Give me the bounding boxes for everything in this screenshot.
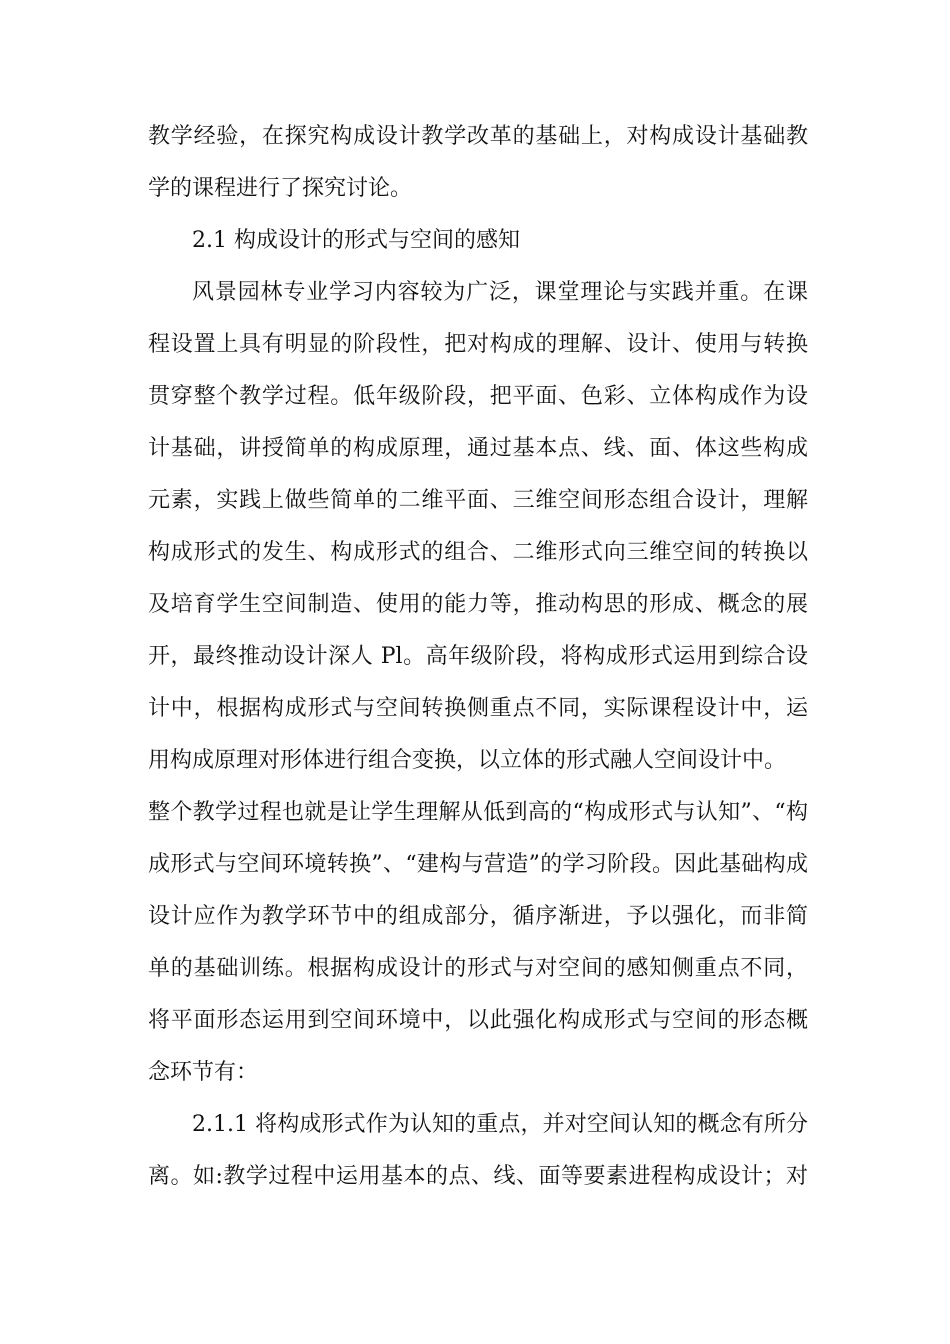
body-text-line: 用构成原理对形体进行组合变换，以立体的形式融人空间设计中。 bbox=[148, 748, 787, 773]
body-text-line: 成形式与空间环境转换”、“建构与营造”的学习阶段。因此基础构成 bbox=[148, 852, 808, 877]
body-text-line: 开，最终推动设计深人 Pl。高年级阶段，将构成形式运用到综合设 bbox=[148, 644, 808, 669]
body-text-line: 念环节有： bbox=[148, 1060, 259, 1085]
body-text-line: 风景园林专业学习内容较为广泛，课堂理论与实践并重。在课 bbox=[192, 280, 808, 305]
body-text-line: 单的基础训练。根据构成设计的形式与对空间的感知侧重点不同， bbox=[148, 956, 808, 981]
section-heading: 2.1 构成设计的形式与空间的感知 bbox=[192, 228, 520, 253]
body-text-line: 计基础，讲授简单的构成原理，通过基本点、线、面、体这些构成 bbox=[148, 436, 808, 461]
body-text-line: 计中，根据构成形式与空间转换侧重点不同，实际课程设计中，运 bbox=[148, 696, 808, 721]
body-text-line: 教学经验，在探究构成设计教学改革的基础上，对构成设计基础教 bbox=[148, 124, 808, 149]
body-text-line: 贯穿整个教学过程。低年级阶段，把平面、色彩、立体构成作为设 bbox=[148, 384, 808, 409]
subsection-heading: 2.1.1 将构成形式作为认知的重点，并对空间认知的概念有所分 bbox=[192, 1112, 808, 1137]
body-text-line: 整个教学过程也就是让学生理解从低到高的“构成形式与认知”、“构 bbox=[148, 800, 808, 825]
body-text-line: 离。如:教学过程中运用基本的点、线、面等要素进程构成设计；对 bbox=[148, 1164, 808, 1189]
body-text-line: 构成形式的发生、构成形式的组合、二维形式向三维空间的转换以 bbox=[148, 540, 808, 565]
body-text-line: 元素，实践上做些简单的二维平面、三维空间形态组合设计，理解 bbox=[148, 488, 808, 513]
body-text-line: 程设置上具有明显的阶段性，把对构成的理解、设计、使用与转换 bbox=[148, 332, 808, 357]
body-text-line: 学的课程进行了探究讨论。 bbox=[148, 176, 413, 201]
body-text-line: 设计应作为教学环节中的组成部分，循序渐进，予以强化，而非简 bbox=[148, 904, 808, 929]
body-text-line: 将平面形态运用到空间环境中，以此强化构成形式与空间的形态概 bbox=[148, 1008, 808, 1033]
body-text-line: 及培育学生空间制造、使用的能力等，推动构思的形成、概念的展 bbox=[148, 592, 808, 617]
